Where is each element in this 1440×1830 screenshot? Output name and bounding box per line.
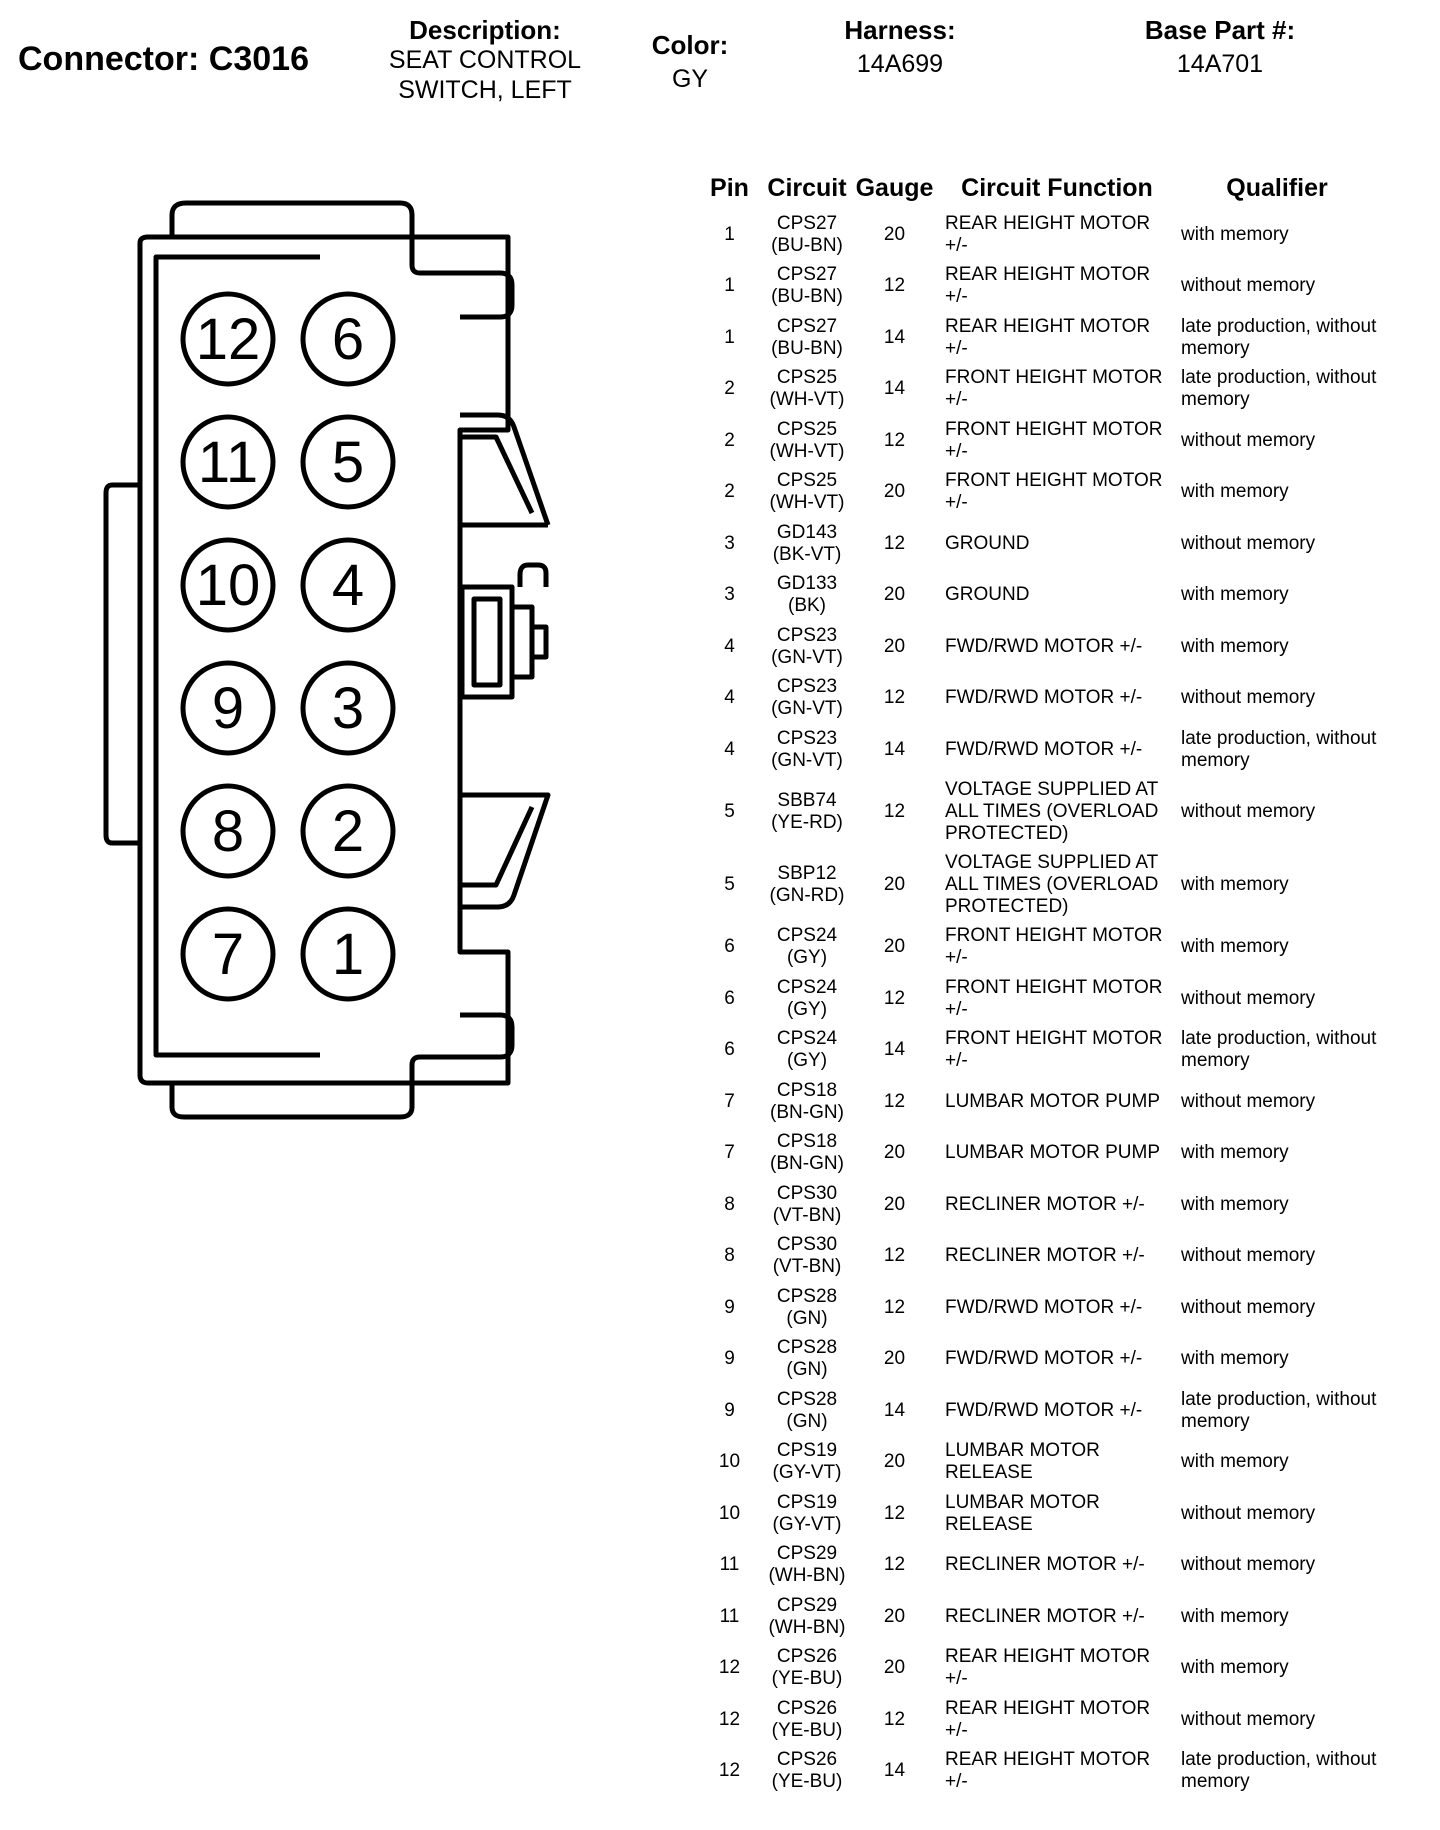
cell-circuit: [762, 570, 852, 622]
circuit-color: (GN-VT): [771, 749, 843, 771]
table-row: [697, 1694, 1377, 1746]
cell-gauge: 20: [883, 1142, 906, 1164]
connector-diagram: [100, 195, 600, 1130]
cell-qualifier: without memory: [1181, 1502, 1316, 1524]
table-row: [697, 570, 1377, 622]
cell-qualifier: late production, without memory: [1181, 315, 1377, 359]
cell-qualifier: without memory: [1181, 429, 1316, 451]
cell-pin: 1: [724, 326, 735, 348]
connector-bottom-notch: [412, 1015, 512, 1083]
circuit-color: (BU-BN): [771, 286, 843, 308]
circuit-id: CPS18: [776, 1079, 838, 1101]
circuit-color: (GY): [786, 1050, 828, 1072]
circuit-color: (WH-BN): [768, 1616, 846, 1638]
cell-pin: 12: [718, 1760, 741, 1782]
latch-lower-arm: [460, 795, 548, 907]
cell-gauge: 14: [883, 738, 906, 760]
circuit-id: CPS25: [776, 418, 838, 440]
cell-circuit: [762, 1334, 852, 1386]
cell-qualifier: without memory: [1181, 1708, 1316, 1730]
table-row: [697, 724, 1377, 776]
cell-pin: 6: [724, 1039, 735, 1061]
latch-lock-inner: [474, 599, 500, 685]
circuit-id: SBP12: [777, 863, 837, 884]
cell-qualifier: with memory: [1181, 874, 1289, 895]
cell-pin: 10: [718, 1451, 741, 1473]
pin-table: [697, 167, 1377, 1797]
cell-circuit: [762, 1179, 852, 1231]
cell-gauge: 12: [883, 687, 906, 709]
cell-gauge: 12: [883, 429, 906, 451]
cell-pin: 11: [719, 1605, 740, 1627]
cell-qualifier: late production, without memory: [1181, 1749, 1377, 1793]
cell-qualifier: without memory: [1181, 987, 1316, 1009]
cell-qualifier: with memory: [1181, 223, 1289, 245]
cell-gauge: 12: [883, 987, 906, 1009]
table-header-row: [697, 167, 1377, 209]
cell-gauge: 20: [883, 1657, 906, 1679]
cell-function: LUMBAR MOTOR PUMP: [945, 1142, 1161, 1164]
circuit-id: CPS30: [776, 1182, 838, 1204]
cell-gauge: 12: [883, 1708, 906, 1730]
circuit-id: CPS27: [776, 315, 838, 337]
circuit-color: (YE-BU): [771, 1668, 843, 1690]
circuit-color: (BK-VT): [772, 543, 842, 565]
circuit-color: (BK): [788, 595, 826, 617]
circuit-id: CPS26: [776, 1697, 838, 1719]
pin-number-7: 7: [211, 922, 245, 987]
connector-id: C3016: [208, 40, 309, 78]
pin-number-12: 12: [195, 307, 261, 372]
table-row: [697, 1540, 1377, 1592]
cell-pin: 5: [724, 801, 735, 822]
harness-block: [820, 15, 980, 79]
cell-function: RECLINER MOTOR +/-: [945, 1245, 1145, 1267]
cell-qualifier: late production, without memory: [1181, 727, 1377, 771]
cell-qualifier: with memory: [1181, 1451, 1289, 1473]
cell-circuit: [762, 1437, 852, 1489]
circuit-color: (GY): [786, 947, 828, 969]
cell-gauge: 14: [883, 326, 906, 348]
cell-pin: 7: [724, 1090, 735, 1112]
base-part-value: 14A701: [1176, 50, 1264, 78]
cell-pin: 6: [724, 936, 735, 958]
cell-circuit: [762, 1746, 852, 1798]
cell-pin: 2: [724, 429, 735, 451]
table-row: [697, 467, 1377, 519]
cell-gauge: 20: [883, 1193, 906, 1215]
cell-function: GROUND: [945, 532, 1030, 554]
pin-number-1: 1: [331, 922, 365, 987]
cell-circuit: [762, 973, 852, 1025]
circuit-color: (GN): [786, 1410, 828, 1432]
cell-gauge: 14: [883, 1039, 906, 1061]
table-row: [697, 621, 1377, 673]
table-row: [697, 209, 1377, 261]
cell-qualifier: without memory: [1181, 801, 1316, 822]
color-block: [630, 30, 750, 94]
circuit-color: (VT-BN): [772, 1204, 842, 1226]
pin-number-2: 2: [331, 799, 365, 864]
circuit-color: (VT-BN): [772, 1256, 842, 1278]
cell-gauge: 20: [883, 936, 906, 958]
cell-qualifier: without memory: [1181, 532, 1316, 554]
cell-gauge: 12: [883, 532, 906, 554]
circuit-id: CPS26: [776, 1646, 838, 1668]
cell-pin: 4: [724, 738, 735, 760]
cell-qualifier: with memory: [1181, 635, 1289, 657]
cell-function: FWD/RWD MOTOR +/-: [945, 1348, 1143, 1370]
circuit-id: CPS19: [776, 1440, 838, 1462]
cell-function: FRONT HEIGHT MOTOR +/-: [945, 367, 1163, 411]
cell-circuit: [762, 1643, 852, 1695]
table-row: [697, 776, 1377, 849]
cell-circuit: [762, 1488, 852, 1540]
cell-circuit: [762, 1591, 852, 1643]
cell-circuit: [762, 724, 852, 776]
table-row: [697, 849, 1377, 922]
circuit-color: (YE-RD): [771, 812, 843, 833]
cell-circuit: [762, 364, 852, 416]
cell-circuit: [762, 1385, 852, 1437]
cell-function: FRONT HEIGHT MOTOR +/-: [945, 418, 1163, 462]
cell-gauge: 14: [883, 378, 906, 400]
circuit-color: (BN-GN): [770, 1153, 844, 1175]
cell-pin: 4: [724, 635, 735, 657]
cell-qualifier: without memory: [1181, 1554, 1316, 1576]
pin-number-9: 9: [211, 676, 245, 741]
cell-qualifier: with memory: [1181, 936, 1289, 958]
table-row: [697, 1282, 1377, 1334]
cell-qualifier: without memory: [1181, 1090, 1316, 1112]
circuit-id: CPS24: [776, 925, 838, 947]
cell-function: REAR HEIGHT MOTOR +/-: [945, 264, 1151, 308]
cell-function: FWD/RWD MOTOR +/-: [945, 1399, 1143, 1421]
circuit-color: (GY-VT): [772, 1513, 842, 1535]
table-row: [697, 1128, 1377, 1180]
circuit-color: (GY-VT): [772, 1462, 842, 1484]
cell-function: FRONT HEIGHT MOTOR +/-: [945, 1028, 1163, 1072]
cell-circuit: [762, 467, 852, 519]
cell-pin: 2: [724, 378, 735, 400]
cell-pin: 12: [718, 1708, 741, 1730]
pin-number-3: 3: [331, 676, 365, 741]
circuit-id: CPS27: [776, 264, 838, 286]
cell-function: REAR HEIGHT MOTOR +/-: [945, 1646, 1151, 1690]
cell-function: LUMBAR MOTOR PUMP: [945, 1090, 1161, 1112]
cell-gauge: 14: [883, 1399, 906, 1421]
cell-function: RECLINER MOTOR +/-: [945, 1193, 1145, 1215]
cell-pin: 2: [724, 481, 735, 503]
cell-circuit: [762, 1025, 852, 1077]
cell-function: REAR HEIGHT MOTOR +/-: [945, 1697, 1151, 1741]
cell-gauge: 12: [883, 1090, 906, 1112]
circuit-id: CPS27: [776, 212, 838, 234]
cell-function: FRONT HEIGHT MOTOR +/-: [945, 925, 1163, 969]
circuit-color: (GN-RD): [769, 885, 845, 906]
cell-circuit: [762, 849, 852, 922]
pin-number-4: 4: [331, 553, 365, 618]
cell-gauge: 12: [883, 801, 906, 822]
cell-pin: 8: [724, 1193, 735, 1215]
connector-bottom-cap: [172, 1083, 412, 1117]
table-row: [697, 1025, 1377, 1077]
cell-qualifier: with memory: [1181, 1605, 1289, 1627]
circuit-id: GD143: [776, 521, 838, 543]
cell-function: FWD/RWD MOTOR +/-: [945, 687, 1143, 709]
cell-pin: 11: [719, 1554, 740, 1576]
table-row: [697, 1231, 1377, 1283]
cell-gauge: 12: [883, 1502, 906, 1524]
cell-circuit: [762, 1076, 852, 1128]
circuit-color: (WH-BN): [768, 1565, 846, 1587]
cell-pin: 9: [724, 1296, 735, 1318]
col-header-circuit: Circuit: [767, 173, 847, 202]
description-label: Description:: [409, 15, 561, 45]
circuit-color: (YE-BU): [771, 1771, 843, 1793]
cell-circuit: [762, 518, 852, 570]
circuit-color: (WH-VT): [769, 492, 845, 514]
cell-pin: 6: [724, 987, 735, 1009]
connector-top-notch: [412, 237, 512, 317]
cell-function: GROUND: [945, 584, 1030, 606]
cell-qualifier: with memory: [1181, 1193, 1289, 1215]
circuit-color: (BU-BN): [771, 337, 843, 359]
circuit-id: CPS23: [776, 676, 838, 698]
cell-circuit: [762, 261, 852, 313]
circuit-id: CPS23: [776, 727, 838, 749]
cell-function: LUMBAR MOTOR RELEASE: [945, 1440, 1100, 1484]
cell-pin: 1: [724, 275, 735, 297]
circuit-color: (BN-GN): [770, 1101, 844, 1123]
table-row: [697, 1746, 1377, 1798]
cell-qualifier: late production, without memory: [1181, 1028, 1377, 1072]
cell-function: FRONT HEIGHT MOTOR +/-: [945, 470, 1163, 514]
pin-circles: [183, 294, 393, 999]
table-row: [697, 922, 1377, 974]
cell-pin: 3: [724, 584, 735, 606]
color-value: GY: [671, 65, 709, 93]
cell-qualifier: late production, without memory: [1181, 367, 1377, 411]
cell-circuit: [762, 1128, 852, 1180]
cell-pin: 7: [724, 1142, 735, 1164]
table-row: [697, 973, 1377, 1025]
latch-hinge: [520, 565, 546, 587]
table-row: [697, 1437, 1377, 1489]
table-row: [697, 364, 1377, 416]
cell-circuit: [762, 621, 852, 673]
cell-qualifier: without memory: [1181, 687, 1316, 709]
circuit-id: CPS30: [776, 1234, 838, 1256]
cell-function: FWD/RWD MOTOR +/-: [945, 1296, 1143, 1318]
cell-gauge: 12: [883, 275, 906, 297]
cell-circuit: [762, 1282, 852, 1334]
pin-number-10: 10: [195, 553, 261, 618]
cell-gauge: 20: [883, 874, 906, 895]
cell-circuit: [762, 209, 852, 261]
circuit-color: (GN-VT): [771, 698, 843, 720]
cell-circuit: [762, 922, 852, 974]
connector-top-cap: [172, 203, 412, 237]
cell-pin: 3: [724, 532, 735, 554]
cell-qualifier: without memory: [1181, 1296, 1316, 1318]
color-label: Color:: [651, 30, 729, 60]
cell-function: REAR HEIGHT MOTOR +/-: [945, 315, 1151, 359]
cell-circuit: [762, 673, 852, 725]
cell-function: VOLTAGE SUPPLIED AT ALL TIMES (OVERLOAD PROTECTED): [945, 852, 1159, 917]
cell-function: RECLINER MOTOR +/-: [945, 1554, 1145, 1576]
pin-number-6: 6: [331, 307, 365, 372]
circuit-color: (YE-BU): [771, 1719, 843, 1741]
cell-gauge: 20: [883, 635, 906, 657]
cell-gauge: 20: [883, 1605, 906, 1627]
cell-pin: 8: [724, 1245, 735, 1267]
circuit-color: (GN): [786, 1307, 828, 1329]
col-header-qualifier: Qualifier: [1226, 173, 1328, 202]
cell-gauge: 20: [883, 584, 906, 606]
cell-pin: 1: [724, 223, 735, 245]
cell-pin: 12: [718, 1657, 741, 1679]
circuit-id: CPS18: [776, 1131, 838, 1153]
cell-qualifier: without memory: [1181, 1245, 1316, 1267]
table-row: [697, 1643, 1377, 1695]
cell-gauge: 20: [883, 223, 906, 245]
circuit-id: CPS24: [776, 1028, 838, 1050]
circuit-id: CPS24: [776, 976, 838, 998]
cell-circuit: [762, 1231, 852, 1283]
circuit-id: CPS29: [776, 1543, 838, 1565]
cell-circuit: [762, 312, 852, 364]
harness-label: Harness:: [844, 15, 956, 45]
table-row: [697, 518, 1377, 570]
circuit-id: CPS26: [776, 1749, 838, 1771]
cell-qualifier: with memory: [1181, 1657, 1289, 1679]
table-row: [697, 1591, 1377, 1643]
circuit-id: SBB74: [777, 790, 837, 811]
cell-function: REAR HEIGHT MOTOR +/-: [945, 1749, 1151, 1793]
cell-gauge: 12: [883, 1554, 906, 1576]
col-header-pin: Pin: [710, 173, 749, 202]
cell-pin: 10: [718, 1502, 741, 1524]
table-row: [697, 312, 1377, 364]
cell-gauge: 20: [883, 481, 906, 503]
col-header-function: Circuit Function: [961, 173, 1153, 202]
cell-qualifier: with memory: [1181, 1142, 1289, 1164]
circuit-id: CPS28: [776, 1388, 838, 1410]
pin-number-5: 5: [331, 430, 365, 495]
base-part-block: [1120, 15, 1320, 79]
cell-gauge: 20: [883, 1348, 906, 1370]
table-row: [697, 1488, 1377, 1540]
circuit-id: CPS23: [776, 624, 838, 646]
table-row: [697, 1076, 1377, 1128]
cell-function: LUMBAR MOTOR RELEASE: [945, 1491, 1100, 1535]
connector-title: [18, 40, 309, 79]
connector-left-flange: [106, 485, 140, 843]
circuit-id: CPS28: [776, 1337, 838, 1359]
circuit-id: CPS29: [776, 1594, 838, 1616]
cell-qualifier: with memory: [1181, 481, 1289, 503]
pin-number-11: 11: [197, 430, 259, 495]
harness-value: 14A699: [856, 50, 944, 78]
table-row: [697, 1385, 1377, 1437]
cell-function: FRONT HEIGHT MOTOR +/-: [945, 976, 1163, 1020]
cell-function: VOLTAGE SUPPLIED AT ALL TIMES (OVERLOAD PROTECTED): [945, 779, 1159, 844]
base-part-label: Base Part #:: [1144, 15, 1296, 45]
latch-lock-pin: [512, 607, 546, 677]
cell-gauge: 12: [883, 1245, 906, 1267]
circuit-id: CPS19: [776, 1491, 838, 1513]
cell-qualifier: with memory: [1181, 1348, 1289, 1370]
cell-pin: 5: [724, 874, 735, 895]
cell-circuit: [762, 776, 852, 849]
cell-function: REAR HEIGHT MOTOR +/-: [945, 212, 1151, 256]
circuit-color: (GY): [786, 998, 828, 1020]
cell-gauge: 20: [883, 1451, 906, 1473]
circuit-color: (BU-BN): [771, 234, 843, 256]
circuit-color: (WH-VT): [769, 440, 845, 462]
cell-qualifier: with memory: [1181, 584, 1289, 606]
circuit-id: GD133: [776, 573, 838, 595]
circuit-color: (WH-VT): [769, 389, 845, 411]
cell-qualifier: late production, without memory: [1181, 1388, 1377, 1432]
table-row: [697, 1334, 1377, 1386]
cell-function: RECLINER MOTOR +/-: [945, 1605, 1145, 1627]
cell-gauge: 14: [883, 1760, 906, 1782]
latch-lock-outer: [462, 587, 512, 697]
cell-qualifier: without memory: [1181, 275, 1316, 297]
description-block: [365, 15, 605, 105]
description-value-line2: SWITCH, LEFT: [398, 76, 572, 104]
connector-label: Connector:: [18, 40, 200, 78]
circuit-id: CPS25: [776, 367, 838, 389]
pin-number-8: 8: [211, 799, 245, 864]
cell-circuit: [762, 415, 852, 467]
cell-pin: 9: [724, 1399, 735, 1421]
col-header-gauge: Gauge: [855, 173, 934, 202]
description-value-line1: SEAT CONTROL: [388, 46, 582, 74]
cell-pin: 9: [724, 1348, 735, 1370]
cell-function: FWD/RWD MOTOR +/-: [945, 635, 1143, 657]
table-row: [697, 673, 1377, 725]
circuit-id: CPS28: [776, 1285, 838, 1307]
cell-circuit: [762, 1540, 852, 1592]
table-row: [697, 415, 1377, 467]
circuit-color: (GN-VT): [771, 646, 843, 668]
cell-circuit: [762, 1694, 852, 1746]
circuit-color: (GN): [786, 1359, 828, 1381]
circuit-id: CPS25: [776, 470, 838, 492]
table-row: [697, 1179, 1377, 1231]
cell-function: FWD/RWD MOTOR +/-: [945, 738, 1143, 760]
table-row: [697, 261, 1377, 313]
cell-gauge: 12: [883, 1296, 906, 1318]
cell-pin: 4: [724, 687, 735, 709]
